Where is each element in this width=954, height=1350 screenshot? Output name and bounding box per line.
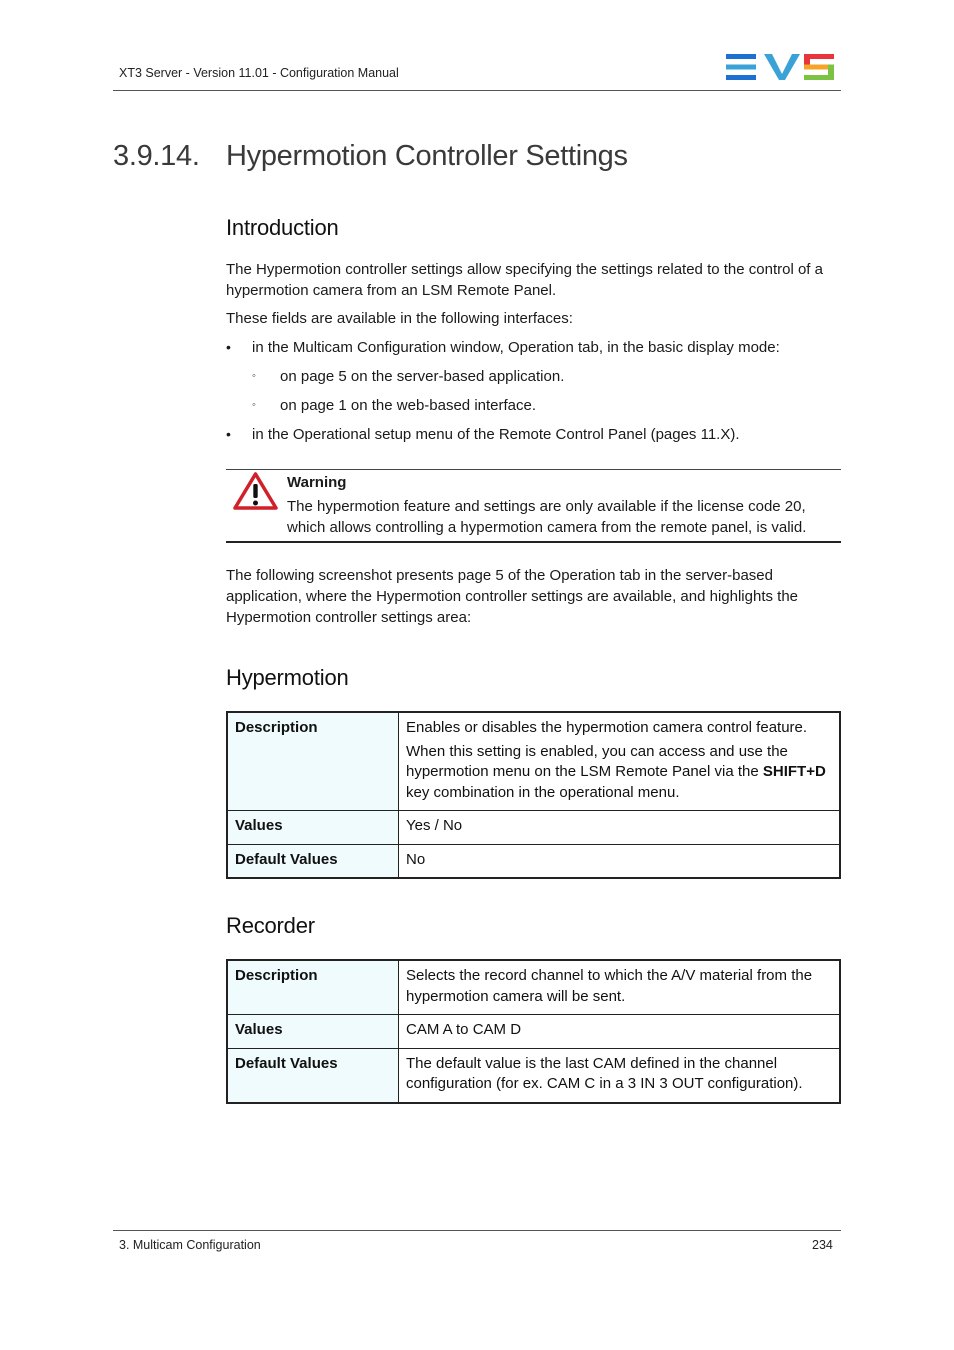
screenshot-paragraph: The following screenshot presents page 5 of the Operation tab in the server-based application, where the Hypermotion controller settings are available, and highlights the Hypermotion controller settings area: <box>226 567 798 626</box>
hypermotion-table <box>226 711 841 879</box>
key-combination: SHIFT+D <box>762 763 826 780</box>
default-values-label: Default Values <box>227 844 399 878</box>
description-text-2-end: key combination in the operational menu. <box>406 783 680 801</box>
table-row <box>227 844 840 878</box>
table-row <box>227 1048 840 1103</box>
section-title-text: Hypermotion Controller Settings <box>226 140 628 172</box>
evs-logo <box>726 52 834 82</box>
footer-divider <box>113 1230 841 1231</box>
warning-text-line1: The hypermotion feature and settings are only available if the license code 20, <box>287 498 806 515</box>
description-label: Description <box>227 960 399 1015</box>
footer-chapter: 3. Multicam Configuration <box>119 1238 261 1252</box>
section-title <box>113 140 628 173</box>
warning-title: Warning <box>287 474 347 491</box>
warning-text-line2: which allows controlling a hypermotion camera from the remote panel, is valid. <box>287 519 807 536</box>
introduction-heading: Introduction <box>226 215 339 240</box>
bullet-marker: • <box>226 426 231 442</box>
sub-bullet-marker: ◦ <box>252 399 256 411</box>
interfaces-paragraph: These fields are available in the following interfaces: <box>226 310 573 327</box>
values-label: Values <box>227 1015 399 1049</box>
sub-bullet-server-app: on page 5 on the server-based application. <box>280 368 565 385</box>
hypermotion-heading: Hypermotion <box>226 665 349 690</box>
running-header-title: XT3 Server - Version 11.01 - Configuration Manual <box>119 66 399 80</box>
table-row <box>227 960 840 1015</box>
sub-bullet-web-interface: on page 1 on the web-based interface. <box>280 397 537 414</box>
description-value: Selects the record channel to which the A/V material from the hypermotion camera will be sent. <box>399 960 841 1015</box>
recorder-table <box>226 959 841 1104</box>
default-values-value: The default value is the last CAM defined in the channel configuration (for ex. CAM C in a 3 IN 3 OUT configuration). <box>399 1048 841 1103</box>
intro-paragraph: The Hypermotion controller settings allow specifying the settings related to the control of a hypermotion camera from an LSM Remote Panel. <box>226 261 823 299</box>
description-text-2 <box>406 742 832 804</box>
warning-triangle-icon <box>233 472 278 510</box>
description-text-1: Enables or disables the hypermotion camera control feature. <box>406 719 808 736</box>
description-value <box>399 712 841 811</box>
bullet-multicam-window: in the Multicam Configuration window, Operation tab, in the basic display mode: <box>252 339 780 356</box>
bullet-marker: • <box>226 339 231 355</box>
default-values-label: Default Values <box>227 1048 399 1103</box>
default-values-value: No <box>399 844 841 878</box>
table-row <box>227 1015 840 1049</box>
table-row <box>227 811 840 845</box>
description-label: Description <box>227 712 399 811</box>
warning-bottom-rule <box>226 541 841 543</box>
values-value: Yes / No <box>399 811 841 845</box>
recorder-heading: Recorder <box>226 913 315 938</box>
bullet-remote-panel: in the Operational setup menu of the Remote Control Panel (pages 11.X). <box>252 426 740 443</box>
description-text-2-start: When this setting is enabled, you can access and use the hypermotion menu on the LSM Remote Panel via the <box>406 742 788 780</box>
header-divider <box>113 90 841 91</box>
warning-top-rule <box>226 469 841 470</box>
page-number: 234 <box>812 1238 833 1252</box>
values-label: Values <box>227 811 399 845</box>
sub-bullet-marker: ◦ <box>252 370 256 382</box>
section-number: 3.9.14. <box>113 140 200 172</box>
table-row <box>227 712 840 811</box>
values-value: CAM A to CAM D <box>399 1015 841 1049</box>
